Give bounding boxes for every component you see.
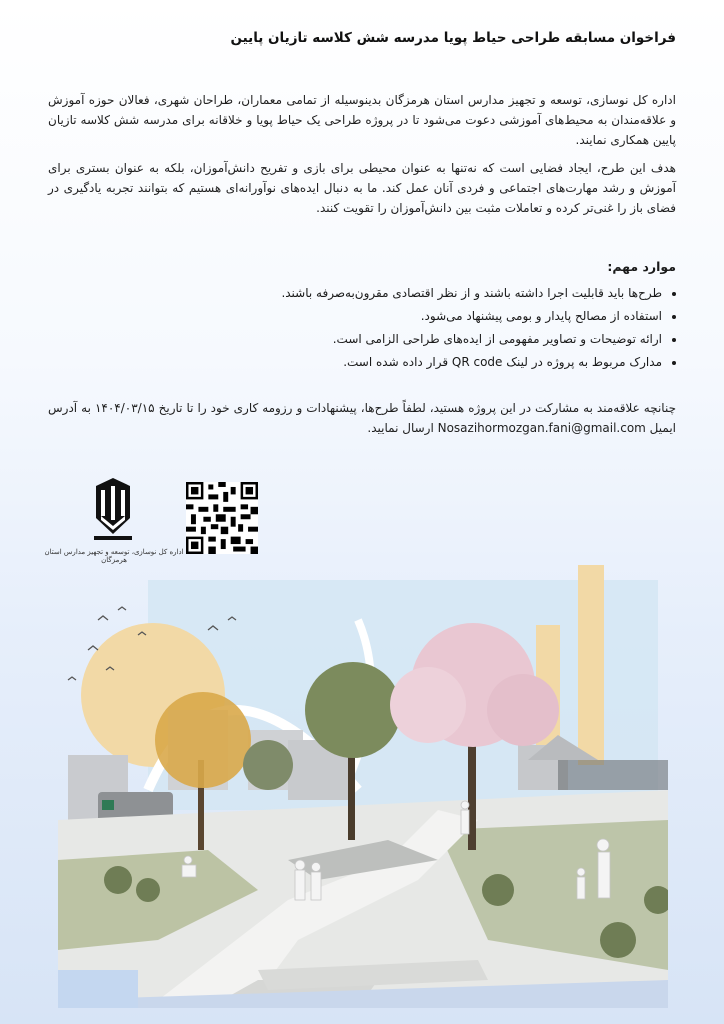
list-item: • استفاده از مصالح پایدار و بومی پیشنهاد می‌شود. [32, 305, 662, 327]
goal-paragraph: هدف این طرح، ایجاد فضایی است که نه‌تنها به عنوان محیطی برای بازی و تفریح دانش‌آموزان، بلکه به عنوان بستری برای آموزش و رشد مهارت‌های اجتماعی و فردی آنان عمل کند. ما به دنبال ایده‌های نوآورانه‌ای هستیم که بتوانند تجربه یادگیری در فضای باز را غنی‌تر کرده و تعاملات مثبت بین دانش‌آموزان را تقویت کنند. [48, 161, 676, 215]
list-item: • طرح‌ها باید قابلیت اجرا داشته باشند و از نظر اقتصادی مقرون‌به‌صرفه باشند. [32, 282, 662, 304]
closing-paragraph: چنانچه علاقه‌مند به مشارکت در این پروژه هستید، لطفاً طرح‌ها، پیشنهادات و رزومه کاری خود را تا تاریخ ۱۴۰۴/۰۳/۱۵ به آدرس ایمیل Nosazihormozgan.fani@gmail.com ارسال نمایید. [48, 401, 677, 435]
qr-code-icon[interactable] [186, 482, 258, 554]
important-heading: موارد مهم: [607, 259, 676, 274]
page-title: فراخوان مسابقه طراحی حیاط پویا مدرسه شش کلاسه تازیان پایین [230, 30, 676, 46]
intro-paragraph: اداره کل نوسازی، توسعه و تجهیز مدارس استان هرمزگان بدینوسیله از تمامی معماران، طراحان شهری، فعالان حوزه آموزش و علاقه‌مندان به محیط‌های آموزشی دعوت می‌شود تا در پروژه طراحی یک حیاط پویا و خلاقانه برای مدرسه شش کلاسه تازیان پایین همکاری نمایند. [48, 93, 676, 147]
list-item: • مدارک مربوط به پروژه در لینک QR code قرار داده شده است. [32, 351, 662, 373]
logo-caption: اداره کل نوسازی، توسعه و تجهیز مدارس استان هرمزگان [44, 548, 184, 564]
list-item: • ارائه توضیحات و تصاویر مفهومی از ایده‌های طراحی الزامی است. [32, 328, 662, 350]
important-list [32, 282, 680, 374]
schoolyard-illustration [58, 560, 668, 1008]
